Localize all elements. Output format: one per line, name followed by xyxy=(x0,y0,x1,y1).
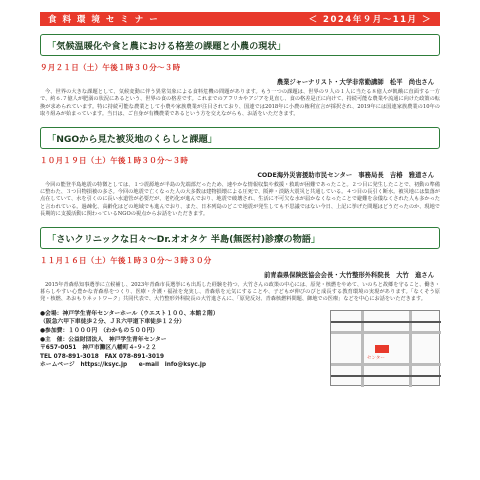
access-map xyxy=(330,310,440,386)
map-railway xyxy=(331,321,441,323)
section-2-body: 今回の能登半島地震の特徴としては、１つ震源地が半島の先端部だったため、速やかな情報収集や救援・救助が困難であったこと。２つ目に発生したことで、初動の準備に整わた、３つ目物損被の多さ。今回の地震で亡くなった人の大多数は建物損壊による圧死で、阪神・淡路大震災と共通している。４つ目の長引く断水。被災地には集落が点在していて、水を引くのに長い水道管が必要だが、老朽化が進んでおり、地震で破壊され、生活に不可欠な水が届かなくなったことで避難を余儀なくされた人も多かったと言われている。過疎化、高齢化はどの地域でも進んでおり、また、日本列島のどこで地震が発生しても不思議ではない今日、上記に挙げた問題はどうだったのか、現地で長期的に支援活動に関わっているNGOの視点からお話をいただきます。 xyxy=(40,181,440,218)
flyer xyxy=(40,12,440,468)
section-2-speaker: CODE海外災害援助市民センター 事務局長 吉椿 雅道さん xyxy=(257,171,434,179)
section-1-body: 今、世界の大きな課題として、気候変動に伴う異常気象による食料危機の問題があります。もう一つの課題は、世界の９人の１人に当たる８億人が飢餓に直面する一方で、約６.７億人が肥満の状況にあるという、世界の食の格差です。これまでのアフリカやアジアを見直し、食の格差是正に向けて、持続可能な農業や流通に向けた政策の転換が求められています。特に持続可能な農業として小農や家族農業が注目されており、国連では2018年に小農の権利宣言が採択され、2019年には国連家族農業の10年の取り組みが始まっています。当日は、ご自身が有機農業であるという方を交えながらも、お話をいただきます。 xyxy=(40,89,440,118)
section-2-date: １０月１９日（土）午後１時３０分～３時 xyxy=(40,155,189,165)
section-3-title xyxy=(40,227,440,249)
phone-line: TEL 078-891-3018 FAX 078-891-3019 xyxy=(40,353,164,360)
quote-open: 「 xyxy=(47,233,57,245)
section-2-title-text: NGOから見た被災地のくらしと課題 xyxy=(56,133,208,145)
fee-line: ●参加費：１０００円 （わかもの５００円） xyxy=(40,328,159,335)
header-series-title: 食 料 環 境 セ ミ ナ ー xyxy=(48,15,160,25)
quote-close: 」 xyxy=(207,133,218,145)
map-venue-label: センター xyxy=(367,355,385,361)
venue-line: ●会場：神戸学生青年センターホール（ウエスト１００、本館２階） xyxy=(40,310,219,317)
access-line: （阪急六甲下車徒歩２分、ＪＲ六甲道下車徒歩１２分） xyxy=(40,319,185,326)
map-road xyxy=(331,331,441,334)
quote-close: 」 xyxy=(310,233,321,245)
section-1-speaker: 農業ジャーナリスト・大学非常勤講師 松平 尚也さん xyxy=(276,79,434,86)
map-railway xyxy=(331,375,441,377)
section-3-body: 2015年青森県知事選挙に立候補し、2023年青森市長選挙にも出馬した経験を持つ、大竹さんの政策の中心には、原発・核燃をやめて、いのちと故郷を守ること、働き・暮らしやすい心豊かな青森県をつくり、医療・介護・福祉を充実し、青森県を元気にすることや、子どもが伸びのびと成長する教育環境の実現があります。「なくそう原発・核燃、あおもりネットワーク」共同代表で、大竹整形外科院長の大竹進さんに、「原発反対、青森核燃料問題、御地での医療」などを中心にお話をいただきます。 xyxy=(40,281,440,303)
event-info xyxy=(40,310,440,386)
quote-open: 「 xyxy=(47,41,57,52)
organizer-line: ●主 催：公益財団法人 神戸学生青年センター xyxy=(40,336,167,343)
section-3-title-text: さいクリニックな日々～Dr.オオタケ 半島(無医村)診療の物語 xyxy=(56,233,311,245)
section-1-date: ９月２１日（土）午後１時３０分～３時 xyxy=(40,63,181,72)
map-venue-marker xyxy=(375,345,389,353)
section-3-date: １１月１６日（土）午後１時３０分～３時３０分 xyxy=(40,255,212,265)
web-line: ホームページ https://ksyc.jp e-mail info@ksyc.jp xyxy=(40,362,207,369)
address-line: 〒657-0051 神戸市灘区八幡町４-９-２２ xyxy=(40,345,157,352)
section-3-speaker: 前青森県保険医協会会長・大竹整形外科院長 大竹 進さん xyxy=(263,271,434,279)
section-1-title xyxy=(40,34,440,56)
header-period: ＜ 2024年９月～11月 ＞ xyxy=(308,15,432,25)
quote-close: 」 xyxy=(276,41,286,52)
quote-open: 「 xyxy=(47,133,57,145)
section-2-title xyxy=(40,127,440,149)
section-1-title-text: 気候温暖化や食と農における格差の課題と小農の現状 xyxy=(56,41,277,52)
map-road xyxy=(331,363,441,366)
info-text xyxy=(40,310,330,386)
header-bar xyxy=(40,12,440,26)
